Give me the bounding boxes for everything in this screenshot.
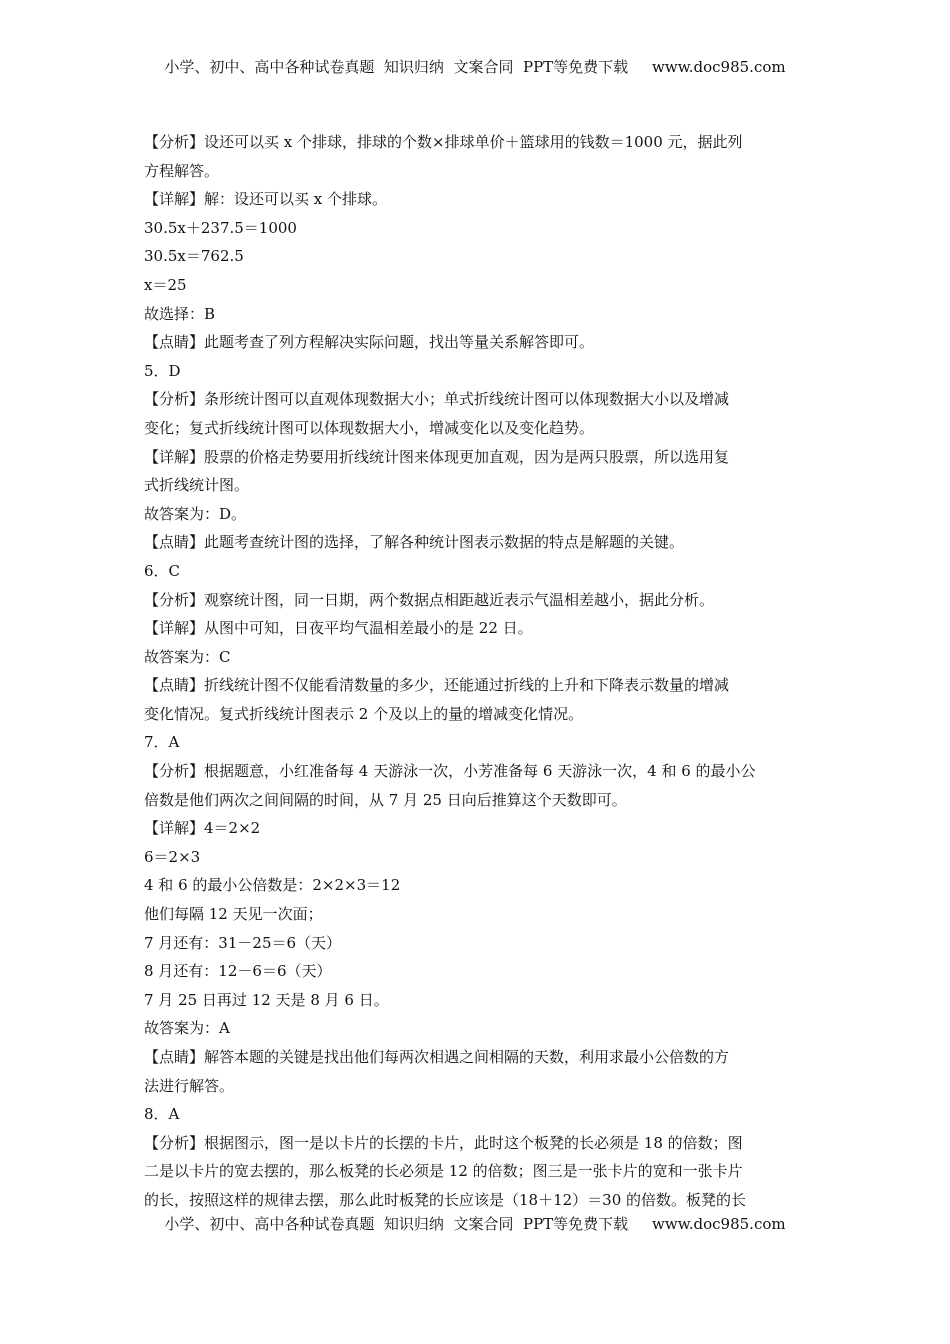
text-line: 【点睛】此题考查统计图的选择，了解各种统计图表示数据的特点是解题的关键。 <box>144 533 685 552</box>
text-line: 【详解】解：设还可以买 x 个排球。 <box>144 190 387 209</box>
text-line: 二是以卡片的宽去摆的，那么板凳的长必须是 12 的倍数；图三是一张卡片的宽和一张卡片 <box>144 1162 743 1181</box>
text-line: 8 月还有：12－6＝6（天） <box>144 962 332 981</box>
text-line: 故答案为：C <box>144 647 231 666</box>
text-line: 故答案为：A <box>144 1019 230 1038</box>
text-line: 【点睛】折线统计图不仅能看清数量的多少，还能通过折线的上升和下降表示数量的增减 <box>144 676 730 695</box>
text-line: 【详解】从图中可知，日夜平均气温相差最小的是 22 日。 <box>144 619 533 638</box>
text-line: 式折线统计图。 <box>144 476 250 495</box>
text-line: x＝25 <box>144 275 187 294</box>
question-number: 7．A <box>144 733 180 752</box>
text-line: 法进行解答。 <box>144 1076 235 1095</box>
question-number: 5．D <box>144 361 181 380</box>
text-line: 【点睛】解答本题的关键是找出他们每两次相遇之间相隔的天数，利用求最小公倍数的方 <box>144 1048 730 1066</box>
text-line: 7 月还有：31－25＝6（天） <box>144 933 342 952</box>
text-line: 【分析】根据图示，图一是以卡片的长摆的卡片，此时这个板凳的长必须是 18 的倍数；图 <box>144 1133 743 1152</box>
text-line: 【分析】观察统计图，同一日期，两个数据点相距越近表示气温相差越小，据此分析。 <box>144 590 715 609</box>
question-number: 8．A <box>144 1105 180 1124</box>
text-line: 变化；复式折线统计图可以体现数据大小，增减变化以及变化趋势。 <box>144 418 595 437</box>
text-line: 【点睛】此题考查了列方程解决实际问题，找出等量关系解答即可。 <box>144 333 595 352</box>
page-footer: 小学、初中、高中各种试卷真题 知识归纳 文案合同 PPT等免费下载 www.doc985.com <box>164 1215 786 1233</box>
text-line: 方程解答。 <box>144 161 220 180</box>
text-line: 变化情况。复式折线统计图表示 2 个及以上的量的增减变化情况。 <box>144 704 584 723</box>
text-line: 【分析】设还可以买 x 个排球，排球的个数×排球单价＋篮球用的钱数＝1000 元，据此列 <box>144 133 743 151</box>
text-line: 6＝2×3 <box>144 847 201 866</box>
text-line: 故答案为：D。 <box>144 504 247 523</box>
text-line: 【详解】4＝2×2 <box>144 819 261 838</box>
text-line: 7 月 25 日再过 12 天是 8 月 6 日。 <box>144 990 389 1009</box>
text-line: 【详解】股票的价格走势要用折线统计图来体现更加直观，因为是两只股票，所以选用复 <box>144 447 730 466</box>
text-line: 4 和 6 的最小公倍数是：2×2×3＝12 <box>144 876 401 895</box>
text-line: 的长，按照这样的规律去摆，那么此时板凳的长应该是（18＋12）＝30 的倍数。板凳的长 <box>144 1190 747 1209</box>
text-line: 30.5x＋237.5＝1000 <box>144 218 297 237</box>
text-line: 【分析】根据题意，小红准备每 4 天游泳一次，小芳准备每 6 天游泳一次，4 和 6 的最小公 <box>144 762 756 781</box>
page-header: 小学、初中、高中各种试卷真题 知识归纳 文案合同 PPT等免费下载 www.doc985.com <box>164 58 786 76</box>
question-number: 6．C <box>144 561 181 580</box>
text-line: 【分析】条形统计图可以直观体现数据大小；单式折线统计图可以体现数据大小以及增减 <box>144 390 730 409</box>
text-line: 他们每隔 12 天见一次面； <box>144 905 323 924</box>
document-body <box>144 128 809 1215</box>
text-line: 30.5x＝762.5 <box>144 247 244 266</box>
text-line: 倍数是他们两次之间间隔的时间，从 7 月 25 日向后推算这个天数即可。 <box>144 790 627 809</box>
text-line: 故选择：B <box>144 304 216 323</box>
